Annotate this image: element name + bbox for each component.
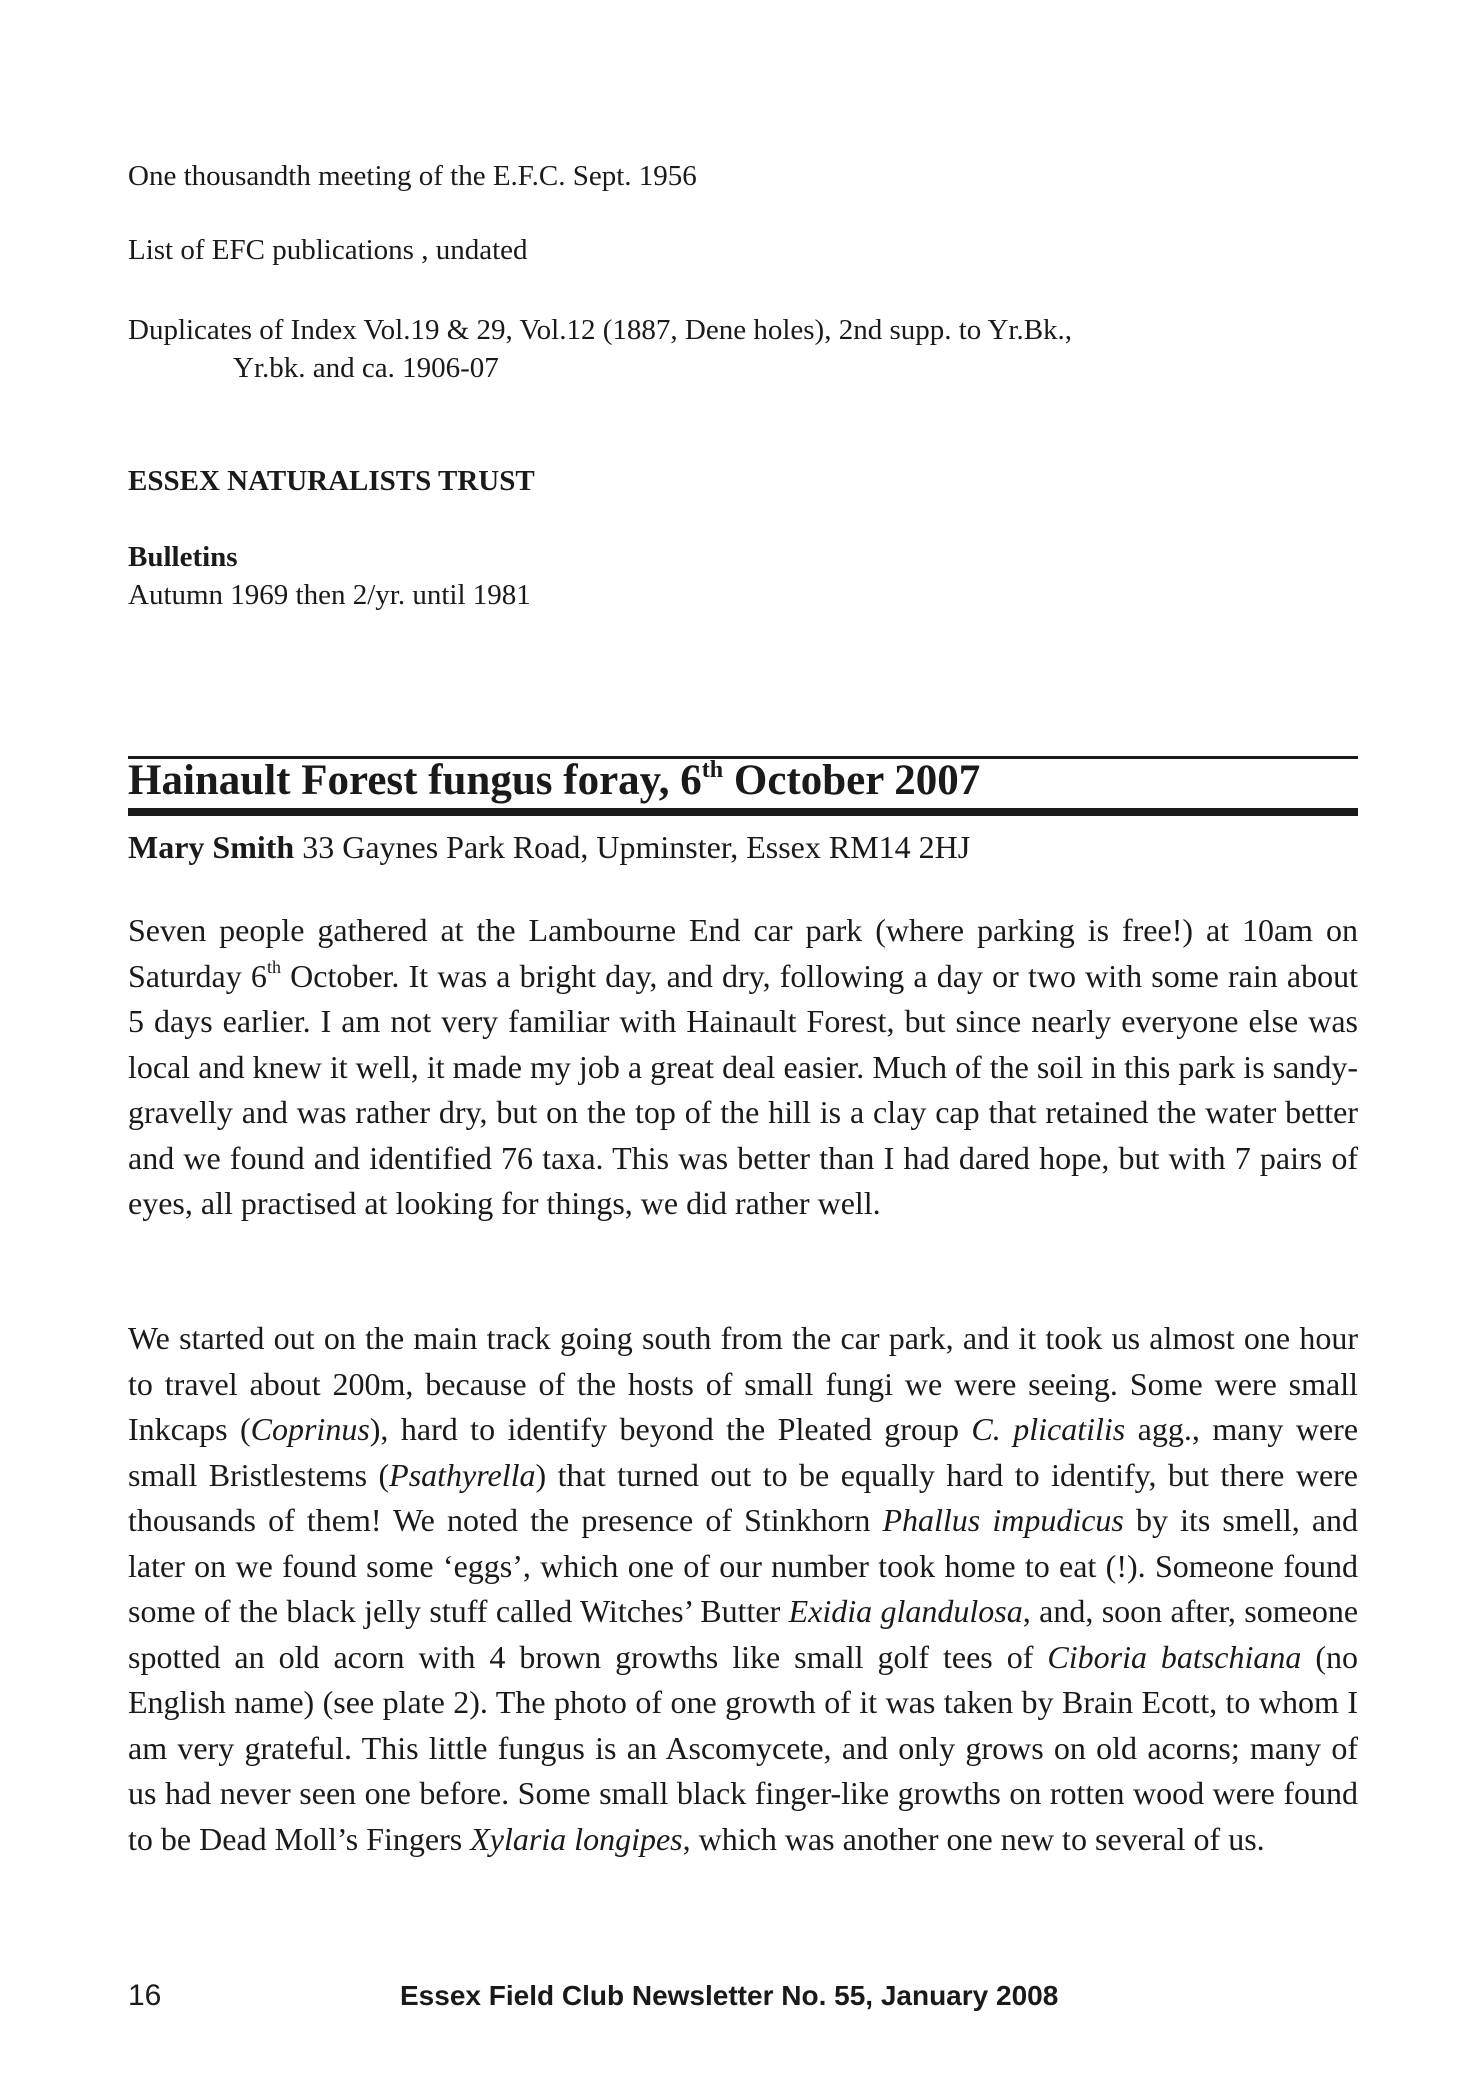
article-author	[128, 826, 1358, 868]
taxon-exidia-glandulosa: Exidia glandulosa	[788, 1593, 1023, 1629]
article-title: Hainault Forest fungus foray, 6th October 2007	[128, 757, 981, 804]
archive-item-meeting: One thousandth meeting of the E.F.C. Sept. 1956	[128, 160, 697, 192]
archive-item-duplicates	[128, 311, 1358, 387]
taxon-phallus-impudicus: Phallus impudicus	[882, 1502, 1124, 1538]
archive-item-publications: List of EFC publications , undated	[128, 234, 528, 266]
taxon-psathyrella: Psathyrella	[389, 1456, 536, 1493]
page-number: 16	[128, 1979, 162, 2012]
taxon-xylaria-longipes: Xylaria longipes	[470, 1820, 683, 1857]
bulletins-label: Bulletins	[128, 541, 238, 573]
paragraph-2: We started out on the main track going south from the car park, and it took us almost one hour to travel about 200m, because of the hosts of small fungi we were seeing. Some were small Inkcaps (Coprinus), hard to identify beyond the Pleated group C. plicatilis agg., many were small Bristlestems (Psathyrella) that turned out to be equally hard to identify, but there were thousands of them! We noted the presence of Stinkhorn Phallus impudicus by its smell, and later on we found some ‘eggs’, which one of our number took home to eat (!). Someone found some of the black jelly stuff called Witches’ Butter Exidia glandulosa, and, soon after, someone spotted an old acorn with 4 brown growths like small golf tees of Ciboria batschiana (no English name) (see plate 2). The photo of one growth of it was taken by Brain Ecott, to whom I am very grateful. This little fungus is an Ascomycete, and only grows on old acorns; many of us had never seen one before. Some small black finger-like growths on rotten wood were found to be Dead Moll’s Fingers Xylaria longipes, which was another one new to several of us.	[128, 1320, 1359, 1857]
taxon-coprinus: Coprinus	[250, 1411, 370, 1447]
bulletins-text: Autumn 1969 then 2/yr. until 1981	[128, 579, 531, 611]
article-bottom-rule	[128, 808, 1358, 816]
duplicates-line-1: Duplicates of Index Vol.19 & 29, Vol.12 (1887, Dene holes), 2nd supp. to Yr.Bk.,	[128, 314, 1073, 346]
duplicates-line-2: Yr.bk. and ca. 1906-07	[233, 352, 499, 384]
author-address: 33 Gaynes Park Road, Upminster, Essex RM14 2HJ	[294, 829, 971, 865]
taxon-c-plicatilis: C. plicatilis	[971, 1411, 1126, 1447]
bulletins-block	[128, 538, 1358, 614]
taxon-ciboria-batschiana: Ciboria batschiana	[1047, 1638, 1302, 1675]
paragraph-1: Seven people gathered at the Lambourne End car park (where parking is free!) at 10am on Saturday 6th October. It was a bright day, and dry, following a day or two with some rain about 5 days earlier. I am not very familiar with Hainault Forest, but since nearly everyone else was local and knew it well, it made my job a great deal easier. Much of the soil in this park is sandy-gravelly and was rather dry, but on the top of the hill is a clay cap that retained the water better and we found and identified 76 taxa. This was better than I had dared hope, but with 7 pairs of eyes, all practised at looking for things, we did rather well.	[128, 912, 1359, 1221]
trust-heading: ESSEX NATURALISTS TRUST	[128, 465, 535, 497]
publication-footer: Essex Field Club Newsletter No. 55, January 2008	[400, 1980, 1059, 2011]
author-name: Mary Smith	[128, 829, 295, 865]
